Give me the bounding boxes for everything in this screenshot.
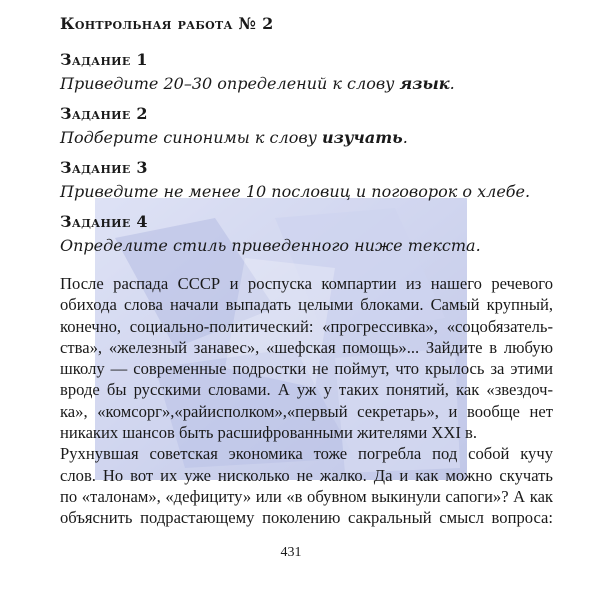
body-line: по «талонам», «дефициту» или «в обувном выкинули сапоги»? А как [60, 486, 553, 506]
body-line: Рухнувшая советская экономика тоже погребла под собой кучу [60, 444, 553, 464]
task-2-heading: Задание 2 [60, 104, 148, 123]
task-2-text: Подберите синонимы к слову изучать. [60, 128, 408, 147]
page-number: 431 [280, 545, 302, 560]
task-3-heading: Задание 3 [60, 158, 148, 177]
task-1-keyword: язык [399, 74, 450, 93]
body-line: После распада СССР и роспуска компартии из нашего речевого [60, 274, 553, 293]
body-line: ка», «комсорг»,«райисполком»,«первый секретарь», и вообще нет [60, 401, 553, 421]
task-4-heading: Задание 4 [60, 212, 148, 231]
body-line: конечно, социально-политический: «прогрессивка», «соцобязатель- [60, 316, 553, 336]
body-line: вроде бы русскими словами. А уж у таких понятий, как «звездоч- [60, 380, 553, 400]
task-2-keyword: изучать [322, 128, 403, 147]
body-line: слов. Но вот их уже нисколько не жалко. Да и как можно скучать [60, 465, 553, 485]
task-4-text: Определите стиль приведенного ниже текста. [60, 236, 481, 255]
task-1-text: Приведите 20–30 определений к слову язык. [60, 74, 455, 93]
page-title: Контрольная работа № 2 [60, 14, 274, 33]
body-line: школу — современные подростки не поймут, что крылось за этими [60, 359, 553, 379]
body-line: объяснить подрастающему поколению сакральный смысл вопроса: [60, 508, 553, 528]
body-text [60, 273, 553, 529]
body-line: ства», «железный занавес», «шефская помощь»... Зайдите в любую [60, 337, 553, 357]
task-1-heading: Задание 1 [60, 50, 148, 69]
task-3-text: Приведите не менее 10 пословиц и поговорок о хлебе. [60, 182, 531, 201]
body-line: никаких шансов быть расшифрованными жителями XXI в. [60, 423, 478, 443]
body-line: обихода слова начали выпадать целыми блоками. Самый крупный, [60, 295, 553, 315]
